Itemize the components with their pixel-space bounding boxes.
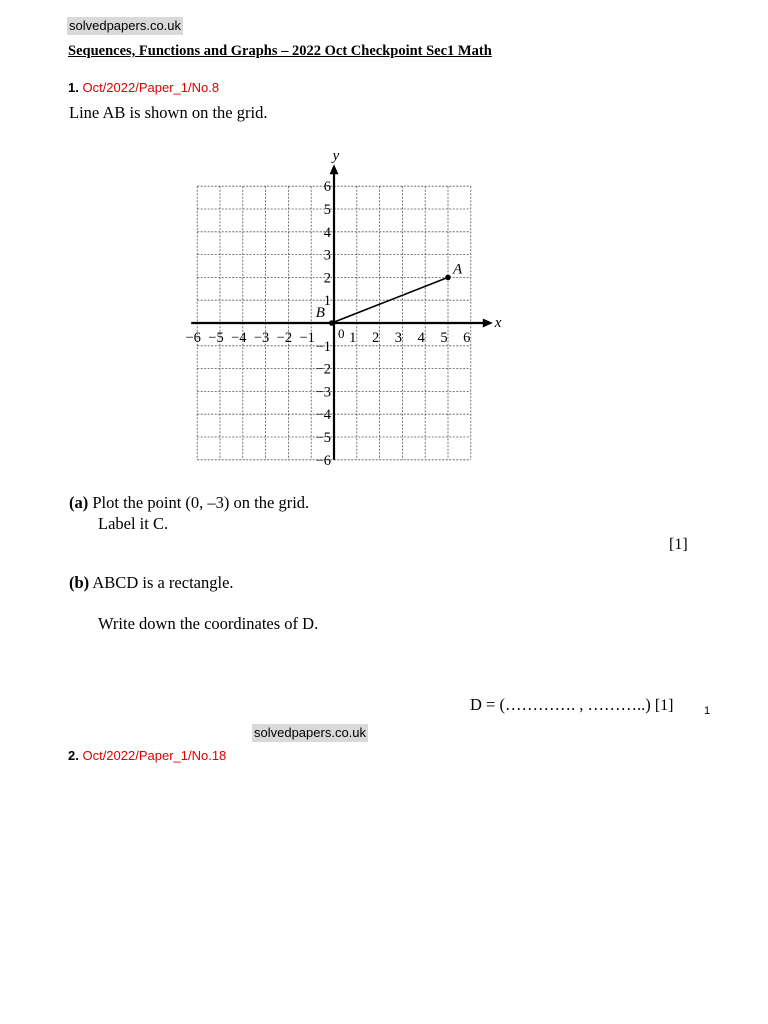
x-axis-arrow-icon [483,319,493,328]
coordinate-grid [185,140,530,475]
x-tick-label: −4 [231,330,247,346]
point-a-label: A [453,261,463,278]
y-tick-label: 1 [323,293,331,310]
part-b-answer: D = (…………. , ………..) [470,695,651,714]
y-tick-label: −2 [315,361,331,378]
part-a-line2: Label it C. [98,514,169,533]
point-b-label: B [315,305,325,321]
part-b [69,573,234,593]
y-tick-label: −6 [315,452,331,469]
x-tick-label: −3 [253,330,270,346]
y-axis-label: y [332,148,340,165]
part-b-line1: ABCD is a rectangle. [92,573,234,592]
y-tick-label: 3 [323,247,331,264]
x-axis-label: x [494,315,502,331]
y-tick-label: 4 [323,224,331,241]
y-tick-label: 5 [323,202,331,218]
part-b-answer-line [470,695,674,716]
y-tick-label: −5 [315,430,331,446]
y-axis-arrow-icon [330,164,339,174]
question-1-intro: Line AB is shown on the grid. [69,103,268,122]
x-tick-label: −1 [299,330,315,346]
question-2-number: 2. [68,748,79,763]
question-2-heading [68,748,226,763]
data-point [329,320,335,326]
question-2-ref: Oct/2022/Paper_1/No.18 [82,748,227,763]
x-tick-label: −6 [185,330,201,346]
x-tick-label: −5 [208,330,224,346]
page-title: Sequences, Functions and Graphs – 2022 Oct Checkpoint Sec1 Math [68,43,492,59]
x-tick-label: 3 [394,330,403,346]
part-a-marks: [1] [669,536,688,553]
y-tick-label: −3 [315,384,331,401]
x-tick-label: 6 [463,330,471,346]
series [316,261,463,325]
origin-label: 0 [338,326,345,341]
question-1-ref: Oct/2022/Paper_1/No.8 [82,80,220,95]
x-tick-label: 2 [371,330,380,346]
part-a-label: (a) [69,493,89,512]
question-1-heading [68,80,219,95]
x-tick-label: 1 [349,330,357,346]
x-tick-label: 5 [440,330,448,346]
part-a [69,493,309,513]
footer-site-tag: solvedpapers.co.uk [254,725,367,740]
data-point [445,275,451,281]
header-site-tag: solvedpapers.co.uk [69,18,182,33]
y-tick-label: −4 [315,407,331,424]
y-tick-label: −1 [315,338,331,355]
part-b-line2: Write down the coordinates of D. [98,614,319,633]
axes [191,148,502,460]
part-b-marks: [1] [654,697,674,714]
y-tick-label: 6 [323,179,331,196]
part-b-label: (b) [69,573,90,592]
y-tick-label: 2 [323,270,331,287]
part-a-line1: Plot the point (0, –3) on the grid. [92,493,310,512]
page-number: 1 [704,705,711,717]
question-1-number: 1. [68,80,79,95]
x-tick-label: −2 [276,330,293,346]
x-tick-label: 4 [417,330,425,346]
